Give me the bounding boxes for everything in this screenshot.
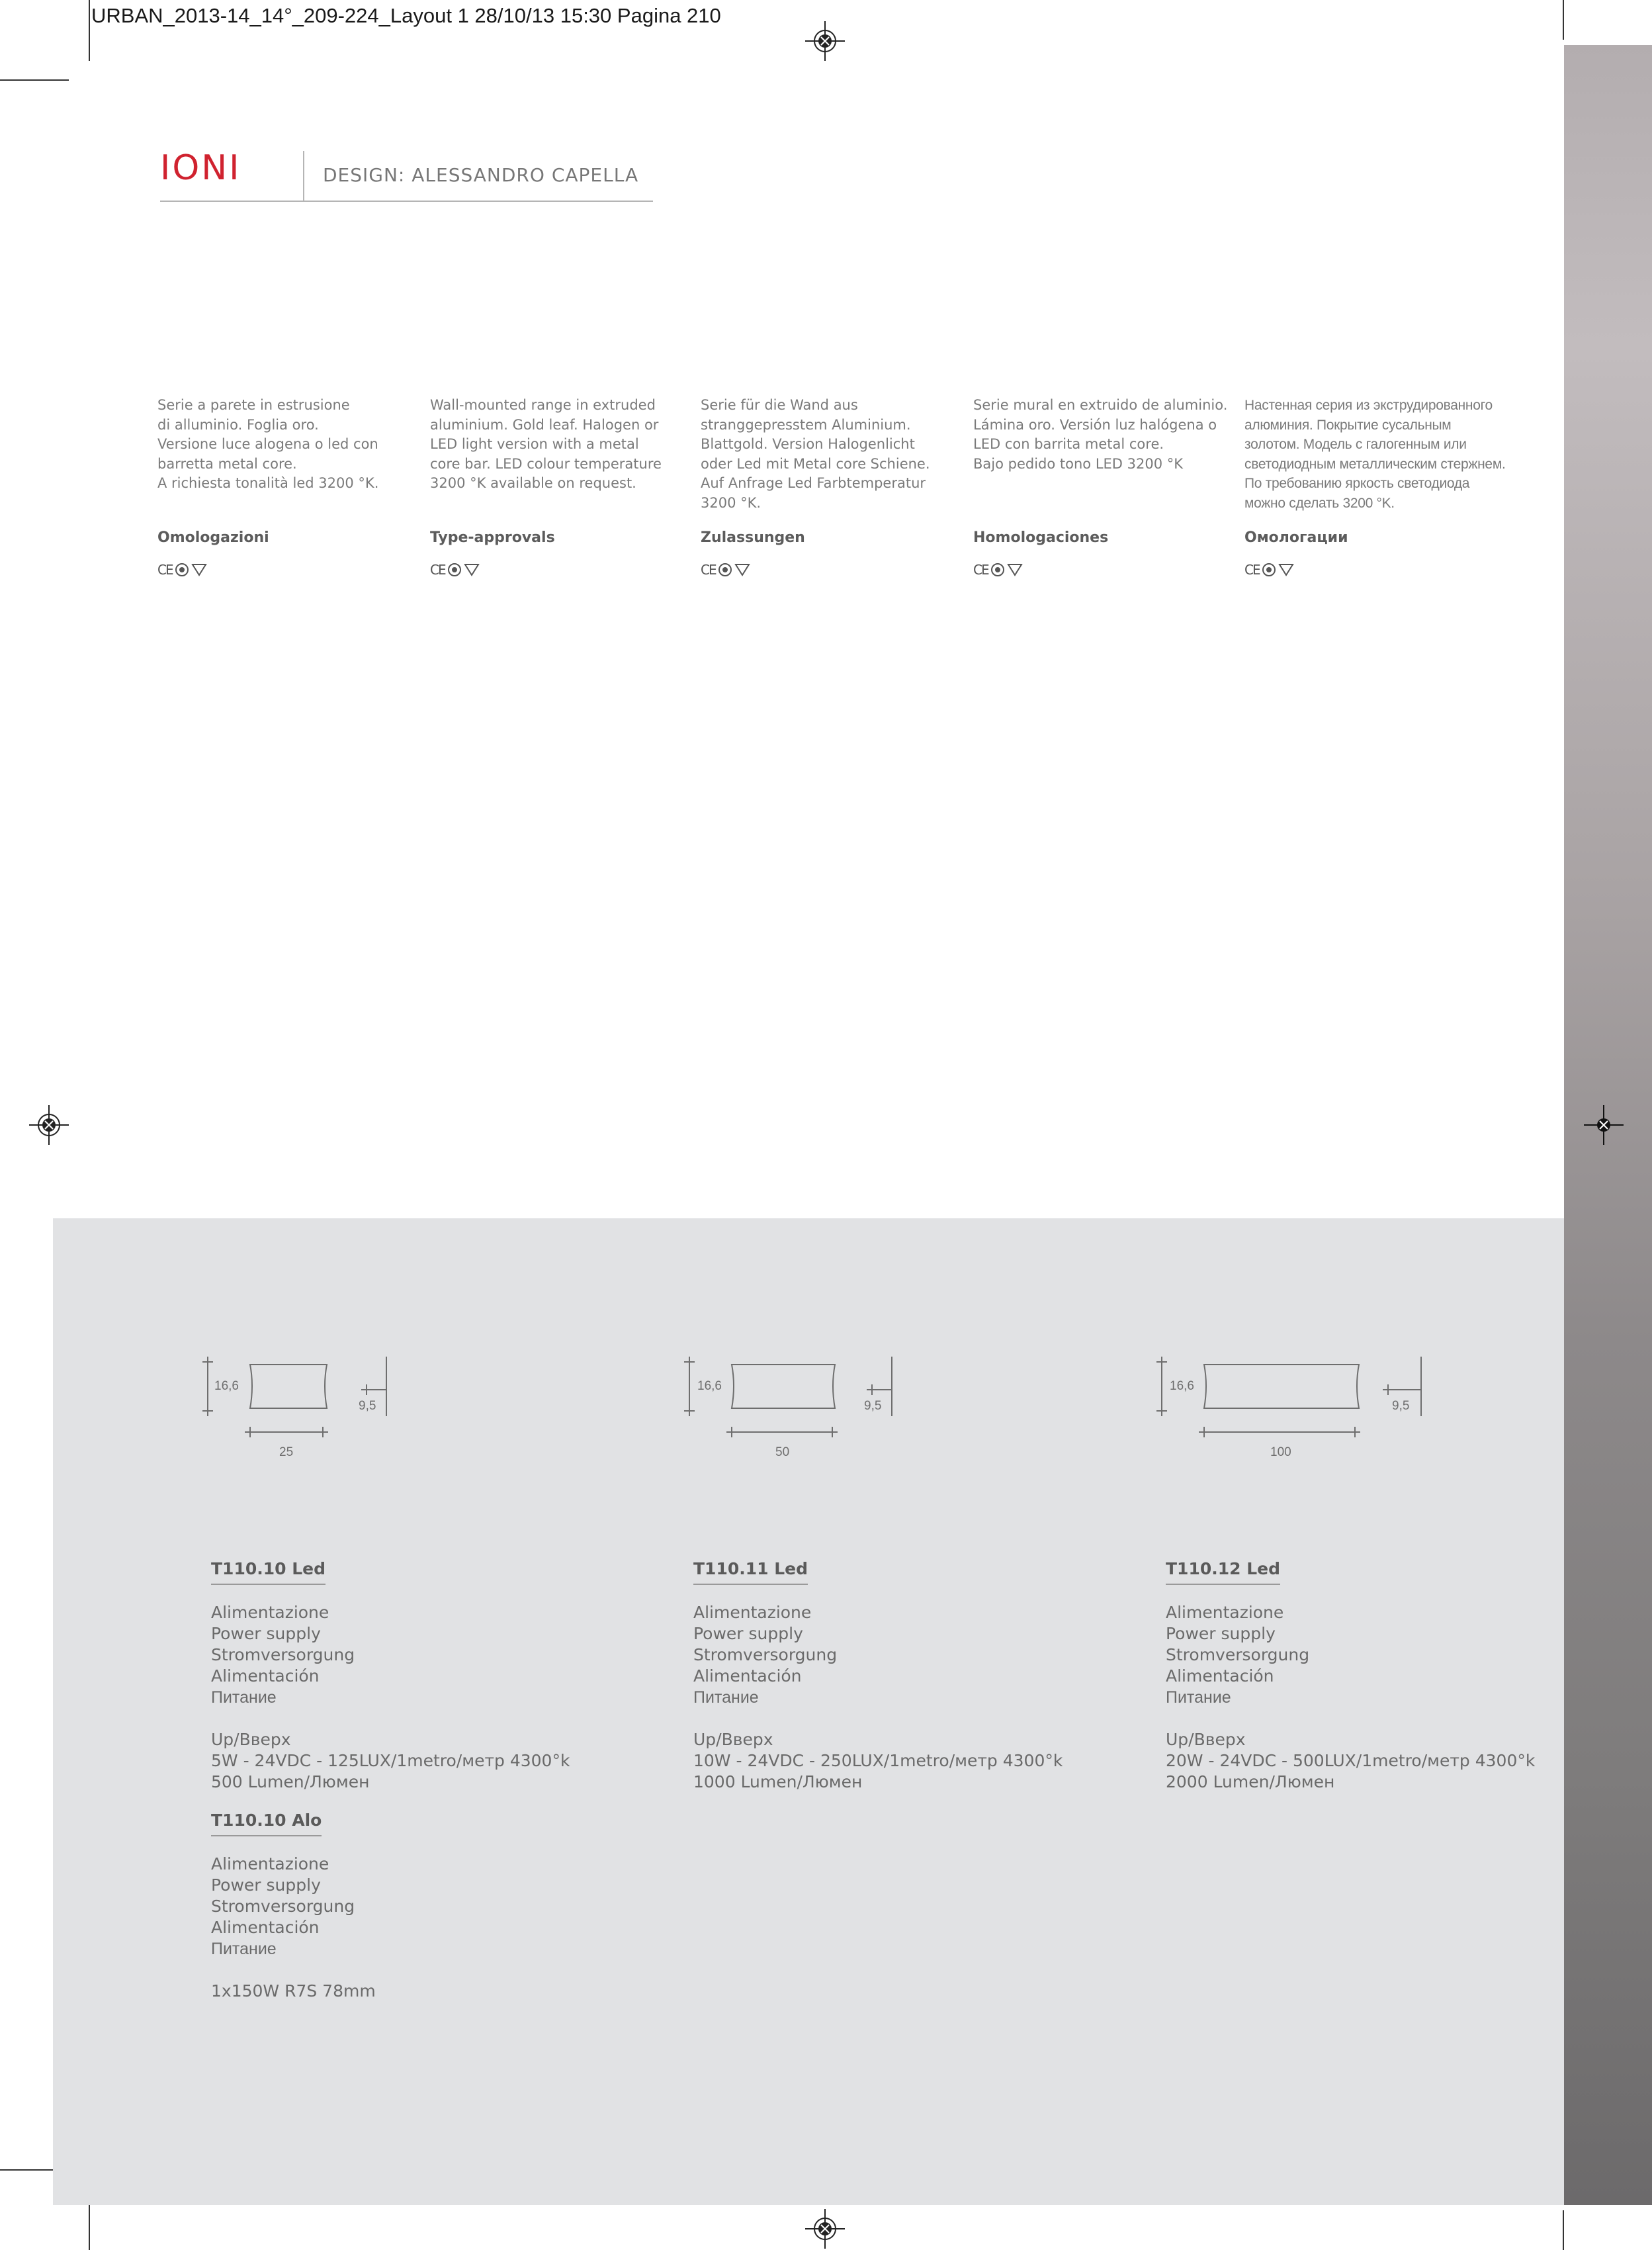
lamp-spec: 1x150W R7S 78mm	[211, 1981, 376, 2001]
width-dimension-label: 25	[279, 1445, 294, 1459]
f-mark-triangle-icon	[1007, 563, 1023, 576]
power-label: Alimentazione	[211, 1854, 329, 1873]
approvals-heading: Type-approvals	[430, 529, 555, 546]
power-label: Power supply	[211, 1875, 321, 1895]
ce-mark-icon: CE	[157, 562, 173, 578]
column-german	[701, 396, 959, 578]
product-code: T110.11 Led	[693, 1558, 808, 1585]
electrical-spec: 5W - 24VDC - 125LUX/1metro/метр 4300°k	[211, 1751, 570, 1770]
electrical-spec: 10W - 24VDC - 250LUX/1metro/метр 4300°k	[693, 1751, 1063, 1770]
power-label: Alimentación	[693, 1666, 802, 1686]
height-dimension-label: 16,6	[1170, 1379, 1194, 1393]
technical-drawing	[197, 1350, 409, 1469]
safety-mark-icon	[175, 562, 189, 577]
approvals-heading: Omologazioni	[157, 529, 269, 546]
power-label: Alimentazione	[1166, 1603, 1284, 1622]
electrical-spec: 20W - 24VDC - 500LUX/1metro/метр 4300°k	[1166, 1751, 1536, 1770]
ce-mark-icon: CE	[430, 562, 445, 578]
description-text: Wall-mounted range in extruded aluminium. Gold leaf. Halogen or LED light version with a metal core bar. LED colour temperature 3200 °K available on request.	[430, 397, 662, 491]
certification-marks	[430, 562, 688, 578]
description-text: Serie mural en extruido de aluminio. Lámina oro. Versión luz halógena o LED con barrita metal core. Bajo pedido tono LED 3200 °K	[973, 397, 1228, 472]
certification-marks	[1244, 562, 1529, 578]
height-dimension-label: 16,6	[214, 1379, 239, 1393]
registration-mark-icon	[1584, 1105, 1624, 1145]
registration-mark-icon	[29, 1105, 69, 1145]
power-label: Питание	[211, 1688, 277, 1707]
description-text: Serie a parete in estrusione di alluminio. Foglia oro. Versione luce alogena o led con barretta metal core. A richiesta tonalità led 3200 °K.	[157, 397, 379, 491]
depth-dimension-label: 9,5	[359, 1399, 376, 1413]
lumen-output: 1000 Lumen/Люмен	[693, 1772, 863, 1791]
title-rule	[160, 201, 653, 202]
power-label: Power supply	[1166, 1624, 1276, 1643]
width-dimension-label: 50	[775, 1445, 790, 1459]
lumen-output: 2000 Lumen/Люмен	[1166, 1772, 1335, 1791]
f-mark-triangle-icon	[734, 563, 750, 576]
product-code: T110.12 Led	[1166, 1558, 1280, 1585]
description-text: Serie für die Wand aus stranggepresstem Aluminium. Blattgold. Version Halogenlicht oder Led mit Metal core Schiene. Auf Anfrage Led Farbtemperatur 3200 °K.	[701, 397, 930, 511]
power-label: Power supply	[211, 1624, 321, 1643]
certification-marks	[973, 562, 1231, 578]
title-divider	[303, 151, 304, 201]
crop-mark	[89, 0, 90, 61]
power-label: Alimentación	[211, 1918, 320, 1937]
product-spec-t110-10	[211, 1558, 621, 2002]
power-label: Alimentazione	[693, 1603, 812, 1622]
f-mark-triangle-icon	[1278, 563, 1294, 576]
certification-marks	[157, 562, 415, 578]
power-supply-labels	[1166, 1602, 1576, 1793]
approvals-heading: Homologaciones	[973, 529, 1109, 546]
safety-mark-icon	[1262, 562, 1276, 577]
approvals-heading: Омологации	[1244, 529, 1348, 546]
power-label: Питание	[1166, 1688, 1231, 1707]
product-code: T110.10 Alo	[211, 1810, 322, 1836]
product-spec-t110-11	[693, 1558, 1104, 1793]
product-spec-t110-12	[1166, 1558, 1576, 1793]
power-label: Alimentación	[1166, 1666, 1274, 1686]
registration-mark-icon	[805, 2209, 845, 2249]
power-label: Alimentación	[211, 1666, 320, 1686]
power-supply-labels	[211, 1854, 621, 2002]
f-mark-triangle-icon	[464, 563, 480, 576]
power-label: Stromversorgung	[693, 1645, 838, 1664]
lumen-output: 500 Lumen/Люмен	[211, 1772, 370, 1791]
product-title: IONI	[160, 148, 241, 188]
power-supply-labels	[211, 1602, 621, 1793]
safety-mark-icon	[718, 562, 732, 577]
direction-label: Up/Вверх	[1166, 1730, 1246, 1749]
print-slug: URBAN_2013-14_14°_209-224_Layout 1 28/10/13 15:30 Pagina 210	[91, 4, 721, 27]
column-italian	[157, 396, 415, 578]
description-text: Настенная серия из экструдированного алюминия. Покрытие сусальным золотом. Модель с галогенным или светодиодным металлическим стержнем. По требованию яркость светодиода можно сделать 3200 °K.	[1244, 398, 1506, 511]
direction-label: Up/Вверх	[211, 1730, 291, 1749]
column-spanish	[973, 396, 1231, 578]
safety-mark-icon	[990, 562, 1005, 577]
power-label: Stromversorgung	[211, 1645, 355, 1664]
height-dimension-label: 16,6	[697, 1379, 722, 1393]
power-label: Stromversorgung	[1166, 1645, 1310, 1664]
width-dimension-label: 100	[1270, 1445, 1291, 1459]
power-label: Power supply	[693, 1624, 803, 1643]
power-label: Alimentazione	[211, 1603, 329, 1622]
safety-mark-icon	[447, 562, 462, 577]
power-label: Питание	[693, 1688, 759, 1707]
technical-drawing	[1150, 1350, 1428, 1469]
direction-label: Up/Вверх	[693, 1730, 773, 1749]
certification-marks	[701, 562, 959, 578]
crop-mark	[1563, 2210, 1564, 2250]
approvals-heading: Zulassungen	[701, 529, 805, 546]
column-russian	[1244, 396, 1529, 578]
ce-mark-icon: CE	[1244, 562, 1260, 578]
column-english	[430, 396, 688, 578]
registration-mark-icon	[805, 21, 845, 61]
depth-dimension-label: 9,5	[1392, 1399, 1410, 1413]
designer-credit: DESIGN: ALESSANDRO CAPELLA	[323, 164, 639, 186]
power-label: Stromversorgung	[211, 1897, 355, 1916]
crop-mark	[1563, 0, 1564, 40]
crop-mark	[0, 79, 69, 81]
technical-drawing	[679, 1350, 917, 1469]
product-code: T110.10 Led	[211, 1558, 326, 1585]
power-supply-labels	[693, 1602, 1104, 1793]
power-label: Питание	[211, 1940, 277, 1958]
ce-mark-icon: CE	[701, 562, 716, 578]
depth-dimension-label: 9,5	[864, 1399, 882, 1413]
ce-mark-icon: CE	[973, 562, 988, 578]
f-mark-triangle-icon	[191, 563, 207, 576]
